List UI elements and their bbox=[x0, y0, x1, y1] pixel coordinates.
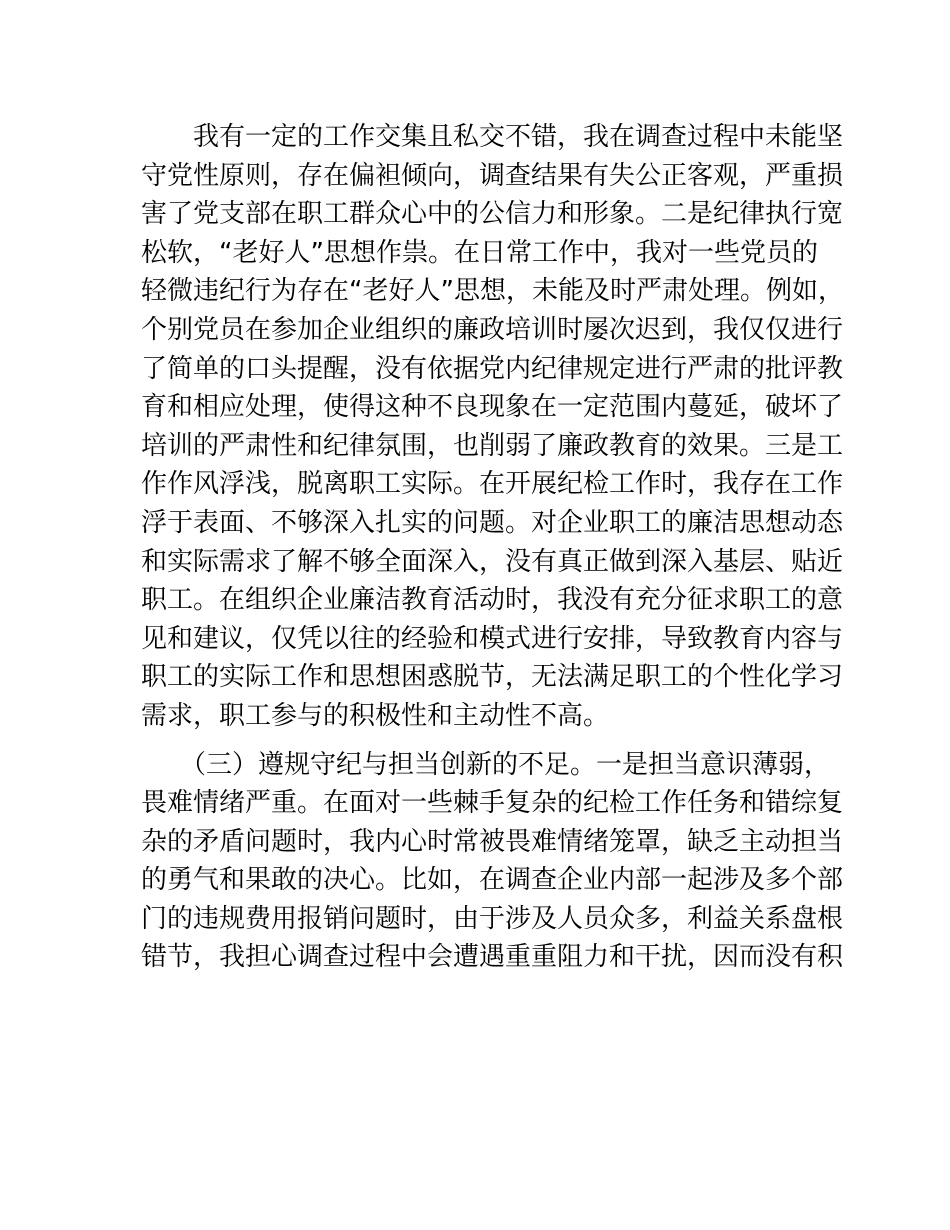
text-line: 了简单的口头提醒，没有依据党内纪律规定进行严肃的批评教 bbox=[141, 353, 844, 384]
text-line: 和实际需求了解不够全面深入，没有真正做到深入基层、贴近 bbox=[141, 546, 844, 577]
text-line: 的勇气和果敢的决心。比如，在调查企业内部一起涉及多个部 bbox=[141, 865, 844, 896]
text-line: 作作风浮浅，脱离职工实际。在开展纪检工作时，我存在工作 bbox=[141, 469, 844, 500]
text-line: 职工的实际工作和思想困惑脱节，无法满足职工的个性化学习 bbox=[141, 662, 844, 693]
text-line: 守党性原则，存在偏袒倾向，调查结果有失公正客观，严重损 bbox=[141, 160, 844, 191]
body-text bbox=[141, 118, 844, 977]
text-line: （三）遵规守纪与担当创新的不足。一是担当意识薄弱， bbox=[141, 749, 831, 780]
text-line: 个别党员在参加企业组织的廉政培训时屡次迟到，我仅仅进行 bbox=[141, 314, 844, 345]
text-line: 畏难情绪严重。在面对一些棘手复杂的纪检工作任务和错综复 bbox=[141, 788, 844, 819]
text-line: 门的违规费用报销问题时，由于涉及人员众多，利益关系盘根 bbox=[141, 903, 844, 934]
text-line: 松软，“老好人”思想作祟。在日常工作中，我对一些党员的 bbox=[141, 237, 818, 268]
paragraph-1 bbox=[141, 118, 844, 736]
text-line: 需求，职工参与的积极性和主动性不高。 bbox=[141, 700, 610, 731]
text-line: 职工。在组织企业廉洁教育活动时，我没有充分征求职工的意 bbox=[141, 585, 844, 616]
paragraph-2 bbox=[141, 746, 844, 978]
text-line: 见和建议，仅凭以往的经验和模式进行安排，导致教育内容与 bbox=[141, 623, 844, 654]
text-line: 培训的严肃性和纪律氛围，也削弱了廉政教育的效果。三是工 bbox=[141, 430, 844, 461]
text-line: 育和相应处理，使得这种不良现象在一定范围内蔓延，破坏了 bbox=[141, 392, 844, 423]
text-line: 害了党支部在职工群众心中的公信力和形象。二是纪律执行宽 bbox=[141, 199, 844, 230]
text-line: 浮于表面、不够深入扎实的问题。对企业职工的廉洁思想动态 bbox=[141, 507, 844, 538]
text-line: 我有一定的工作交集且私交不错，我在调查过程中未能坚 bbox=[141, 122, 844, 152]
text-line: 杂的矛盾问题时，我内心时常被畏难情绪笼罩，缺乏主动担当 bbox=[141, 826, 844, 857]
text-line: 轻微违纪行为存在“老好人”思想，未能及时严肃处理。例如， bbox=[141, 276, 844, 307]
text-line: 错节，我担心调查过程中会遭遇重重阻力和干扰，因而没有积 bbox=[141, 942, 844, 973]
